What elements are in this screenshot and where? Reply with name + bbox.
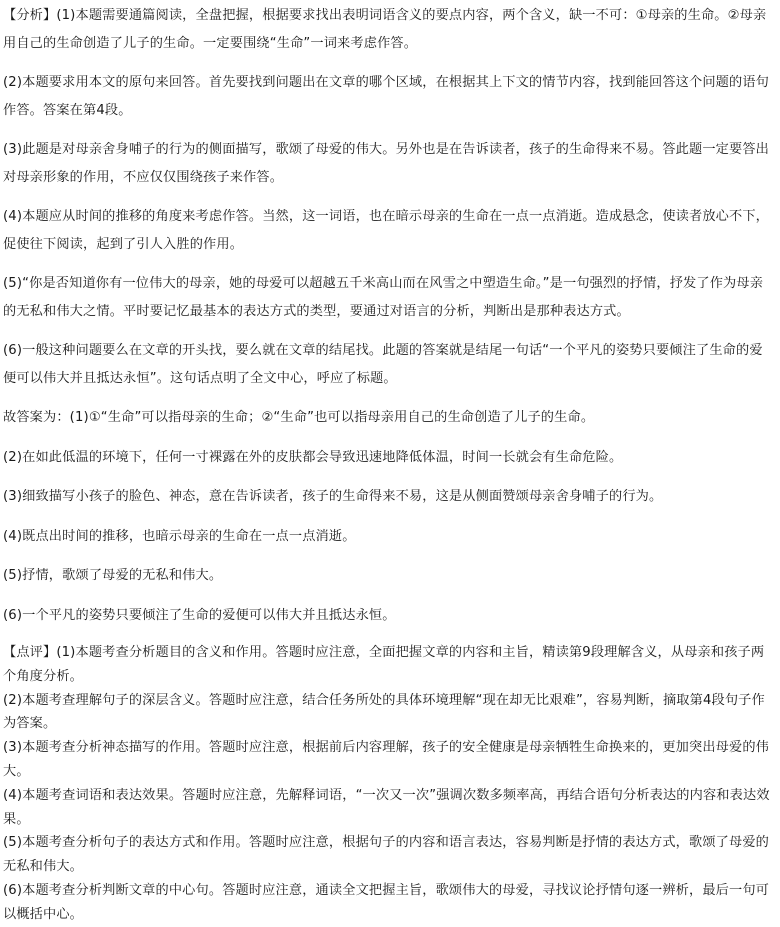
answer-line: (6)一个平凡的姿势只要倾注了生命的爱便可以伟大并且抵达永恒。 (3, 607, 396, 623)
analysis-paragraph: (5)“你是否知道你有一位伟大的母亲，她的母爱可以超越五千米高山而在风雪之中塑造生命。”是一句强烈的抒情，抒发了作为母亲的无私和伟大之情。平时要记忆最基本的表达方式的类型，要通过对语言的分析，判断出是那种表达方式。 (3, 276, 764, 319)
review-paragraph: 【点评】(1)本题考查分析题目的含义和作用。答题时应注意，全面把握文章的内容和主旨，精读第9段理解含义，从母亲和孩子两个角度分析。 (3, 645, 765, 684)
answer-section (3, 404, 774, 629)
answer-line: 故答案为：(1)①“生命”可以指母亲的生命；②“生命”也可以指母亲用自己的生命创造了儿子的生命。 (3, 410, 595, 425)
review-paragraph: (5)本题考查分析句子的表达方式和作用。答题时应注意，根据句子的内容和语言表达，容易判断是抒情的表达方式，歌颂了母爱的无私和伟大。 (3, 835, 770, 875)
review-paragraph: (6)本题考查分析判断文章的中心句。答题时应注意，通读全文把握主旨，歌颂伟大的母爱，寻找议论抒情句逐一辨析，最后一句可以概括中心。 (3, 882, 770, 922)
review-section (3, 641, 774, 927)
review-paragraph: (2)本题考查理解句子的深层含义。答题时应注意，结合任务所处的具体环境理解“现在却无比艰难”，容易判断，摘取第4段句子作为答案。 (3, 692, 765, 732)
analysis-paragraph: (2)本题要求用本文的原句来回答。首先要找到问题出在文章的哪个区域，在根据其上下文的情节内容，找到能回答这个问题的语句作答。答案在第4段。 (3, 75, 770, 118)
review-paragraph: (4)本题考查词语和表达效果。答题时应注意，先解释词语，“一次又一次”强调次数多频率高，再结合语句分析表达的内容和表达效果。 (3, 787, 770, 827)
review-paragraph: (3)本题考查分析神态描写的作用。答题时应注意，根据前后内容理解，孩子的安全健康是母亲牺牲生命换来的，更加突出母爱的伟大。 (3, 740, 770, 779)
answer-line: (2)在如此低温的环境下，任何一寸裸露在外的皮肤都会导致迅速地降低体温，时间一长就会有生命危险。 (3, 449, 623, 465)
analysis-paragraph: (4)本题应从时间的推移的角度来考虑作答。当然，这一词语，也在暗示母亲的生命在一点一点消逝。造成悬念，使读者放心不下，促使往下阅读，起到了引人入胜的作用。 (3, 209, 770, 252)
analysis-paragraph: 【分析】(1)本题需要通篇阅读，全盘把握，根据要求找出表明词语含义的要点内容，两个含义，缺一不可：①母亲的生命。②母亲用自己的生命创造了儿子的生命。一定要围绕“生命”一词来考虑作答。 (3, 8, 767, 51)
answer-line: (4)既点出时间的推移，也暗示母亲的生命在一点一点消逝。 (3, 528, 356, 544)
analysis-paragraph: (6)一般这种问题要么在文章的开头找，要么就在文章的结尾找。此题的答案就是结尾一句话“一个平凡的姿势只要倾注了生命的爱便可以伟大并且抵达永恒”。这句话点明了全文中心，呼应了标题。 (3, 343, 763, 386)
analysis-section (3, 2, 774, 392)
analysis-paragraph: (3)此题是对母亲舍身哺子的行为的侧面描写，歌颂了母爱的伟大。另外也是在告诉读者，孩子的生命得来不易。答此题一定要答出对母亲形象的作用，不应仅仅围绕孩子来作答。 (3, 142, 770, 185)
answer-line: (5)抒情，歌颂了母爱的无私和伟大。 (3, 568, 223, 583)
answer-line: (3)细致描写小孩子的脸色、神态，意在告诉读者，孩子的生命得来不易，这是从侧面赞颂母亲舍身哺子的行为。 (3, 489, 663, 504)
